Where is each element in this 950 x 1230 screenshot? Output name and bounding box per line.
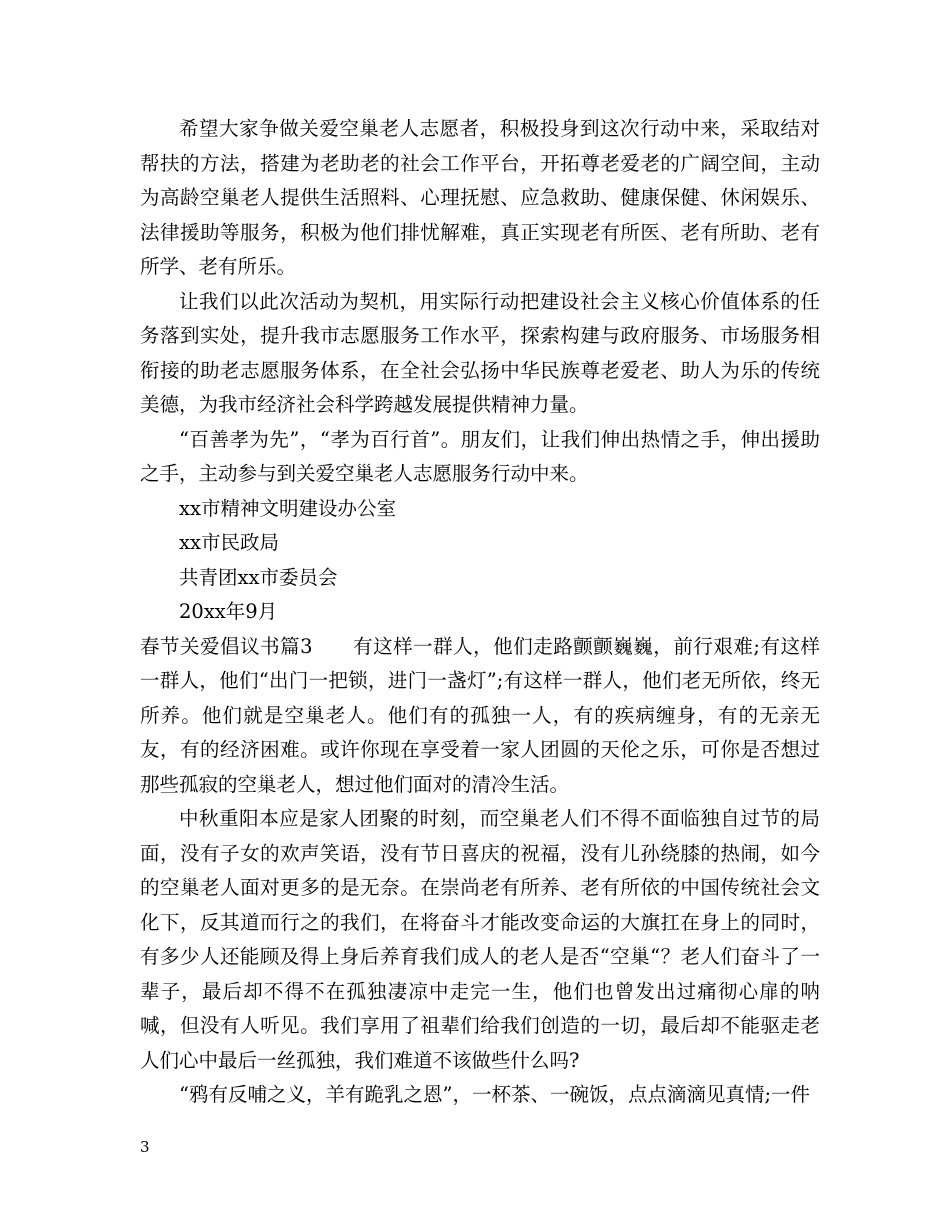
signature-line: 共青团xx市委员会	[179, 565, 338, 589]
signature-date: 20xx年9月	[179, 600, 278, 623]
body-paragraph: “百善孝为先”，“孝为百行首”。朋友们，让我们伸出热情之手，伸出援助之手，主动参与到关爱空巢老人志愿服务行动中来。	[140, 427, 820, 485]
page-number: 3	[140, 1138, 150, 1156]
signature-line: xx市民政局	[179, 531, 279, 554]
section-heading-paragraph: 春节关爱倡议书篇3 有这样一群人，他们走路颤颤巍巍，前行艰难;有这样一群人，他们“出门一把锁，进门一盏灯”;有这样一群人，他们老无所依，终无所养。他们就是空巢老人。他们有的孤独一人，有的疾病缠身，有的无亲无友，有的经济困难。或许你现在享受着一家人团圆的天伦之乐，可你是否想过那些孤寂的空巢老人，想过他们面对的清冷生活。	[140, 634, 820, 796]
document-body	[140, 112, 820, 1113]
body-paragraph: 中秋重阳本应是家人团聚的时刻，而空巢老人们不得不面临独自过节的局面，没有子女的欢声笑语，没有节日喜庆的祝福，没有儿孙绕膝的热闹，如今的空巢老人面对更多的是无奈。在崇尚老有所养、老有所依的中国传统社会文化下，反其道而行之的我们，在将奋斗才能改变命运的大旗扛在身上的同时，有多少人还能顾及得上身后养育我们成人的老人是否“空巢“？老人们奋斗了一辈子，最后却不得不在孤独凄凉中走完一生，他们也曾发出过痛彻心扉的呐喊，但没有人听见。我们享用了祖辈们给我们创造的一切，最后却不能驱走老人们心中最后一丝孤独，我们难道不该做些什么吗?	[140, 807, 820, 1072]
body-paragraph: 让我们以此次活动为契机，用实际行动把建设社会主义核心价值体系的任务落到实处，提升我市志愿服务工作水平，探索构建与政府服务、市场服务相衔接的助老志愿服务体系，在全社会弘扬中华民族尊老爱老、助人为乐的传统美德，为我市经济社会科学跨越发展提供精神力量。	[140, 289, 820, 416]
signature-line: xx市精神文明建设办公室	[179, 496, 396, 520]
body-paragraph: “鸦有反哺之义，羊有跪乳之恩”，一杯茶、一碗饭，点点滴滴见真情;一件	[179, 1083, 811, 1106]
body-paragraph: 希望大家争做关爱空巢老人志愿者，积极投身到这次行动中来，采取结对帮扶的方法，搭建为老助老的社会工作平台，开拓尊老爱老的广阔空间，主动为高龄空巢老人提供生活照料、心理抚慰、应急救助、健康保健、休闲娱乐、法律援助等服务，积极为他们排忧解难，真正实现老有所医、老有所助、老有所学、老有所乐。	[140, 117, 820, 278]
